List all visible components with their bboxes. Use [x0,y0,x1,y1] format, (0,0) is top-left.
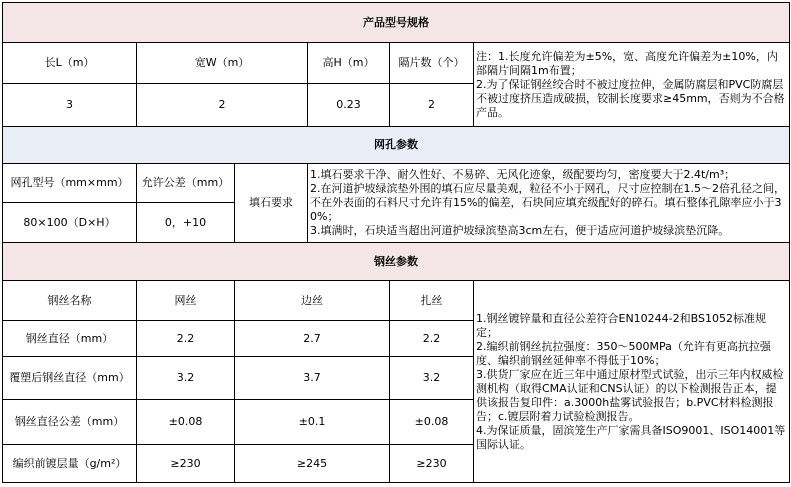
cell-coated-diameter-mesh: 3.2 [137,357,235,400]
cell-diameter-tolerance-tie: ±0.08 [390,400,474,445]
value-tolerance: 0，+10 [137,203,235,243]
header-tolerance: 允许公差（mm） [137,164,235,203]
spec-table [2,2,790,483]
cell-coated-diameter-edge: 3.7 [235,357,390,400]
header-tie-wire: 扎丝 [390,281,474,321]
cell-diameter-tolerance-edge: ±0.1 [235,400,390,445]
section3-note-2: 2.编织前钢丝抗拉强度：350～500MPa（允许有更高抗拉强度、编织前钢丝延伸率不得低于10%； [476,339,771,367]
header-edge-wire: 边丝 [235,281,390,321]
value-length: 3 [3,84,137,127]
cell-wire-diameter-edge: 2.7 [235,321,390,357]
header-height: 高H（m） [308,43,390,84]
section2-note-1: 1.填石要求干净、耐久性好、不易碎、无风化迹象，级配要均匀，密度要大于2.4t/m³； [310,168,736,181]
section1-title: 产品型号规格 [3,3,790,43]
header-mesh-type: 网孔型号（mm×mm） [3,164,137,203]
section3-note-3: 3.供货厂家应在近三年中通过原材型式试验，出示三年内权威检测机构（取得CMA认证和CNS认证）的以下检测报告正本，提供该报告复印件：a.3000h盐雾试验报告；b.PVC材料检测报告；c.镀层附着力试验检测报告。 [476,367,784,423]
row-label-coated-diameter: 覆塑后钢丝直径（mm） [3,357,137,400]
header-wire-name: 钢丝名称 [3,281,137,321]
row-label-coating-weight: 编织前镀层量（g/m²） [3,445,137,483]
cell-coating-weight-edge: ≥245 [235,445,390,483]
section3-title: 钢丝参数 [3,243,790,281]
section2-note-3: 3.填满时，石块适当超出河道护坡绿滨垫高3cm左右，便于适应河道护坡绿滨垫沉降。 [310,224,730,237]
section3-note-1: 1.钢丝镀锌量和直径公差符合EN10244-2和BS1052标准规定； [476,311,766,339]
header-mesh-wire: 网丝 [137,281,235,321]
section3-note-4: 4.为保证质量，固滨笼生产厂家需具备ISO9001、ISO14001等国际认证。 [476,423,786,451]
header-partition-count: 隔片数（个） [390,43,474,84]
value-height: 0.23 [308,84,390,127]
section2-title: 网孔参数 [3,127,790,164]
section2-notes [308,164,790,243]
row-label-diameter-tolerance: 钢丝直径公差（mm） [3,400,137,445]
cell-wire-diameter-mesh: 2.2 [137,321,235,357]
cell-diameter-tolerance-mesh: ±0.08 [137,400,235,445]
cell-coated-diameter-tie: 3.2 [390,357,474,400]
cell-wire-diameter-tie: 2.2 [390,321,474,357]
section1-note-1: 注：1.长度允许偏差为±5%，宽、高度允许偏差为±10%，内部隔片间隔1m布置； [476,49,778,77]
section2-note-2: 2.在河道护坡绿滨垫外围的填石应尽量美观，粒径不小于网孔，尺寸应控制在1.5～2倍孔径之间，不在外表面的石料尺寸允许有15%的偏差，石块间应填充级配好的碎石。填石整体孔隙率应小于30%； [310,182,785,223]
stone-requirements-label: 填石要求 [235,164,308,243]
row-label-wire-diameter: 钢丝直径（mm） [3,321,137,357]
header-length: 长L（m） [3,43,137,84]
value-width: 2 [137,84,308,127]
cell-coating-weight-tie: ≥230 [390,445,474,483]
value-partition-count: 2 [390,84,474,127]
cell-coating-weight-mesh: ≥230 [137,445,235,483]
section3-notes [474,281,790,483]
section1-notes [474,43,790,127]
section1-note-2: 2.为了保证钢丝绞合时不被过度拉伸，金属防腐层和PVC防腐层不被过度挤压造成破损，铰制长度要求≥45mm，否则为不合格产品。 [476,77,785,119]
header-width: 宽W（m） [137,43,308,84]
value-mesh-type: 80×100（D×H） [3,203,137,243]
